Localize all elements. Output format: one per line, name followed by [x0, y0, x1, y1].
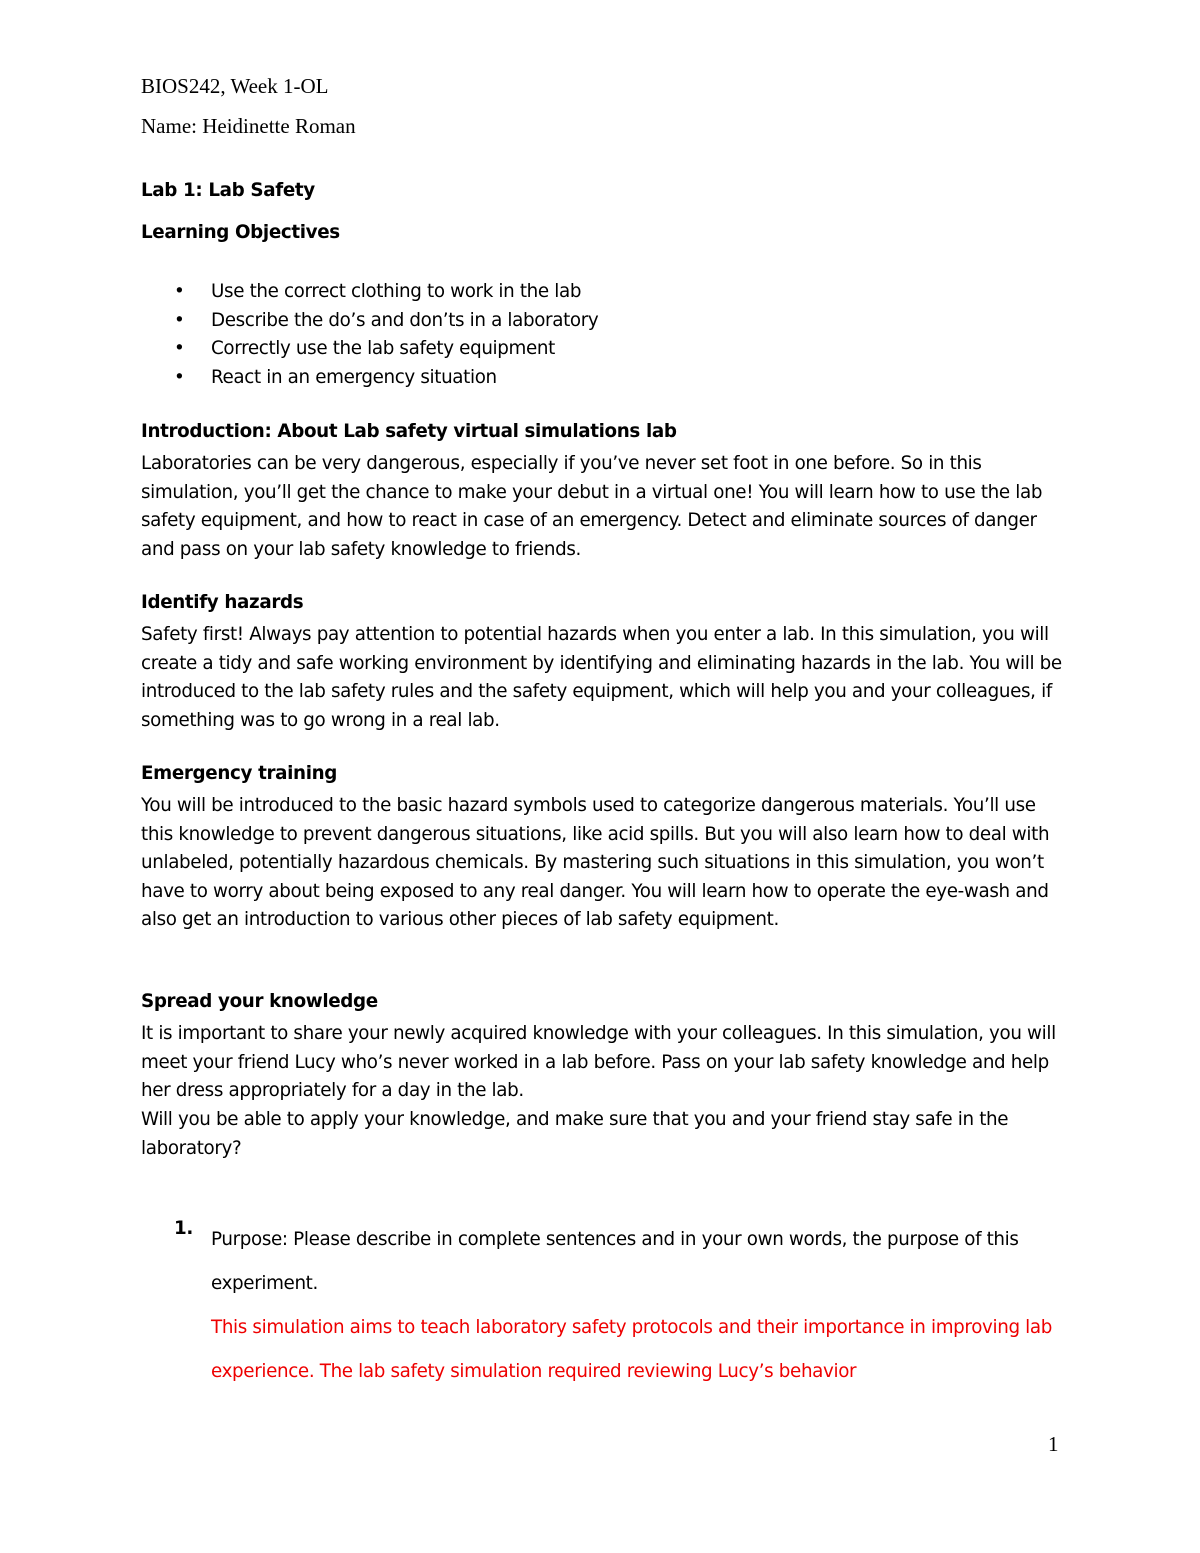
objectives-list — [141, 278, 598, 392]
section-body-introduction: Laboratories can be very dangerous, especially if you’ve never set foot in one before. So in this simulation, you’ll get the chance to make your debut in a virtual one! You will learn how to use the lab safety equipment, and how to react in case of an emergency. Detect and eliminate sources of danger and pass on your lab safety knowledge to friends. — [141, 453, 1043, 560]
bullet-icon: • — [174, 338, 185, 360]
list-item — [141, 278, 598, 307]
section-heading-introduction: Introduction: About Lab safety virtual simulations lab — [141, 421, 677, 442]
question-number: 1. — [174, 1218, 193, 1239]
course-header: BIOS242, Week 1-OL — [141, 74, 329, 98]
section-heading-identify-hazards: Identify hazards — [141, 592, 304, 613]
list-item — [141, 335, 598, 364]
objectives-heading: Learning Objectives — [141, 222, 340, 243]
objective-text: Describe the do’s and don’ts in a laboratory — [211, 309, 599, 331]
question-prompt: Purpose: Please describe in complete sentences and in your own words, the purpose of this experiment. — [211, 1229, 1019, 1294]
student-name: Name: Heidinette Roman — [141, 114, 356, 138]
objective-text: Correctly use the lab safety equipment — [211, 338, 555, 360]
question-answer: This simulation aims to teach laboratory safety protocols and their importance in improving lab experience. The lab safety simulation required reviewing Lucy’s behavior — [211, 1317, 1053, 1382]
list-item — [141, 364, 598, 393]
objective-text: Use the correct clothing to work in the lab — [211, 281, 582, 302]
lab-title: Lab 1: Lab Safety — [141, 180, 315, 201]
closing-question: Will you be able to apply your knowledge, and make sure that you and your friend stay safe in the laboratory? — [141, 1109, 1009, 1159]
section-body-emergency-training: You will be introduced to the basic hazard symbols used to categorize dangerous materials. You’ll use this knowledge to prevent dangerous situations, like acid spills. But you will also learn how to deal with unlabeled, potentially hazardous chemicals. By mastering such situations in this simulation, you won’t have to worry about being exposed to any real danger. You will learn how to operate the eye-wash and also get an introduction to various other pieces of lab safety equipment. — [141, 795, 1050, 931]
bullet-icon: • — [174, 366, 185, 388]
bullet-icon: • — [174, 281, 185, 302]
section-body-identify-hazards: Safety first! Always pay attention to potential hazards when you enter a lab. In this simulation, you will create a tidy and safe working environment by identifying and eliminating hazards in the lab. You will be introduced to the lab safety rules and the safety equipment, which will help you and your colleagues, if something was to go wrong in a real lab. — [141, 624, 1062, 731]
page-number: 1 — [1048, 1432, 1059, 1456]
list-item — [141, 307, 598, 336]
section-body-spread-knowledge: It is important to share your newly acquired knowledge with your colleagues. In this simulation, you will meet your friend Lucy who’s never worked in a lab before. Pass on your lab safety knowledge and help her dress appropriately for a day in the lab. — [141, 1023, 1056, 1102]
objective-text: React in an emergency situation — [211, 366, 497, 388]
bullet-icon: • — [174, 309, 185, 331]
section-heading-spread-knowledge: Spread your knowledge — [141, 991, 378, 1012]
section-heading-emergency-training: Emergency training — [141, 763, 338, 784]
